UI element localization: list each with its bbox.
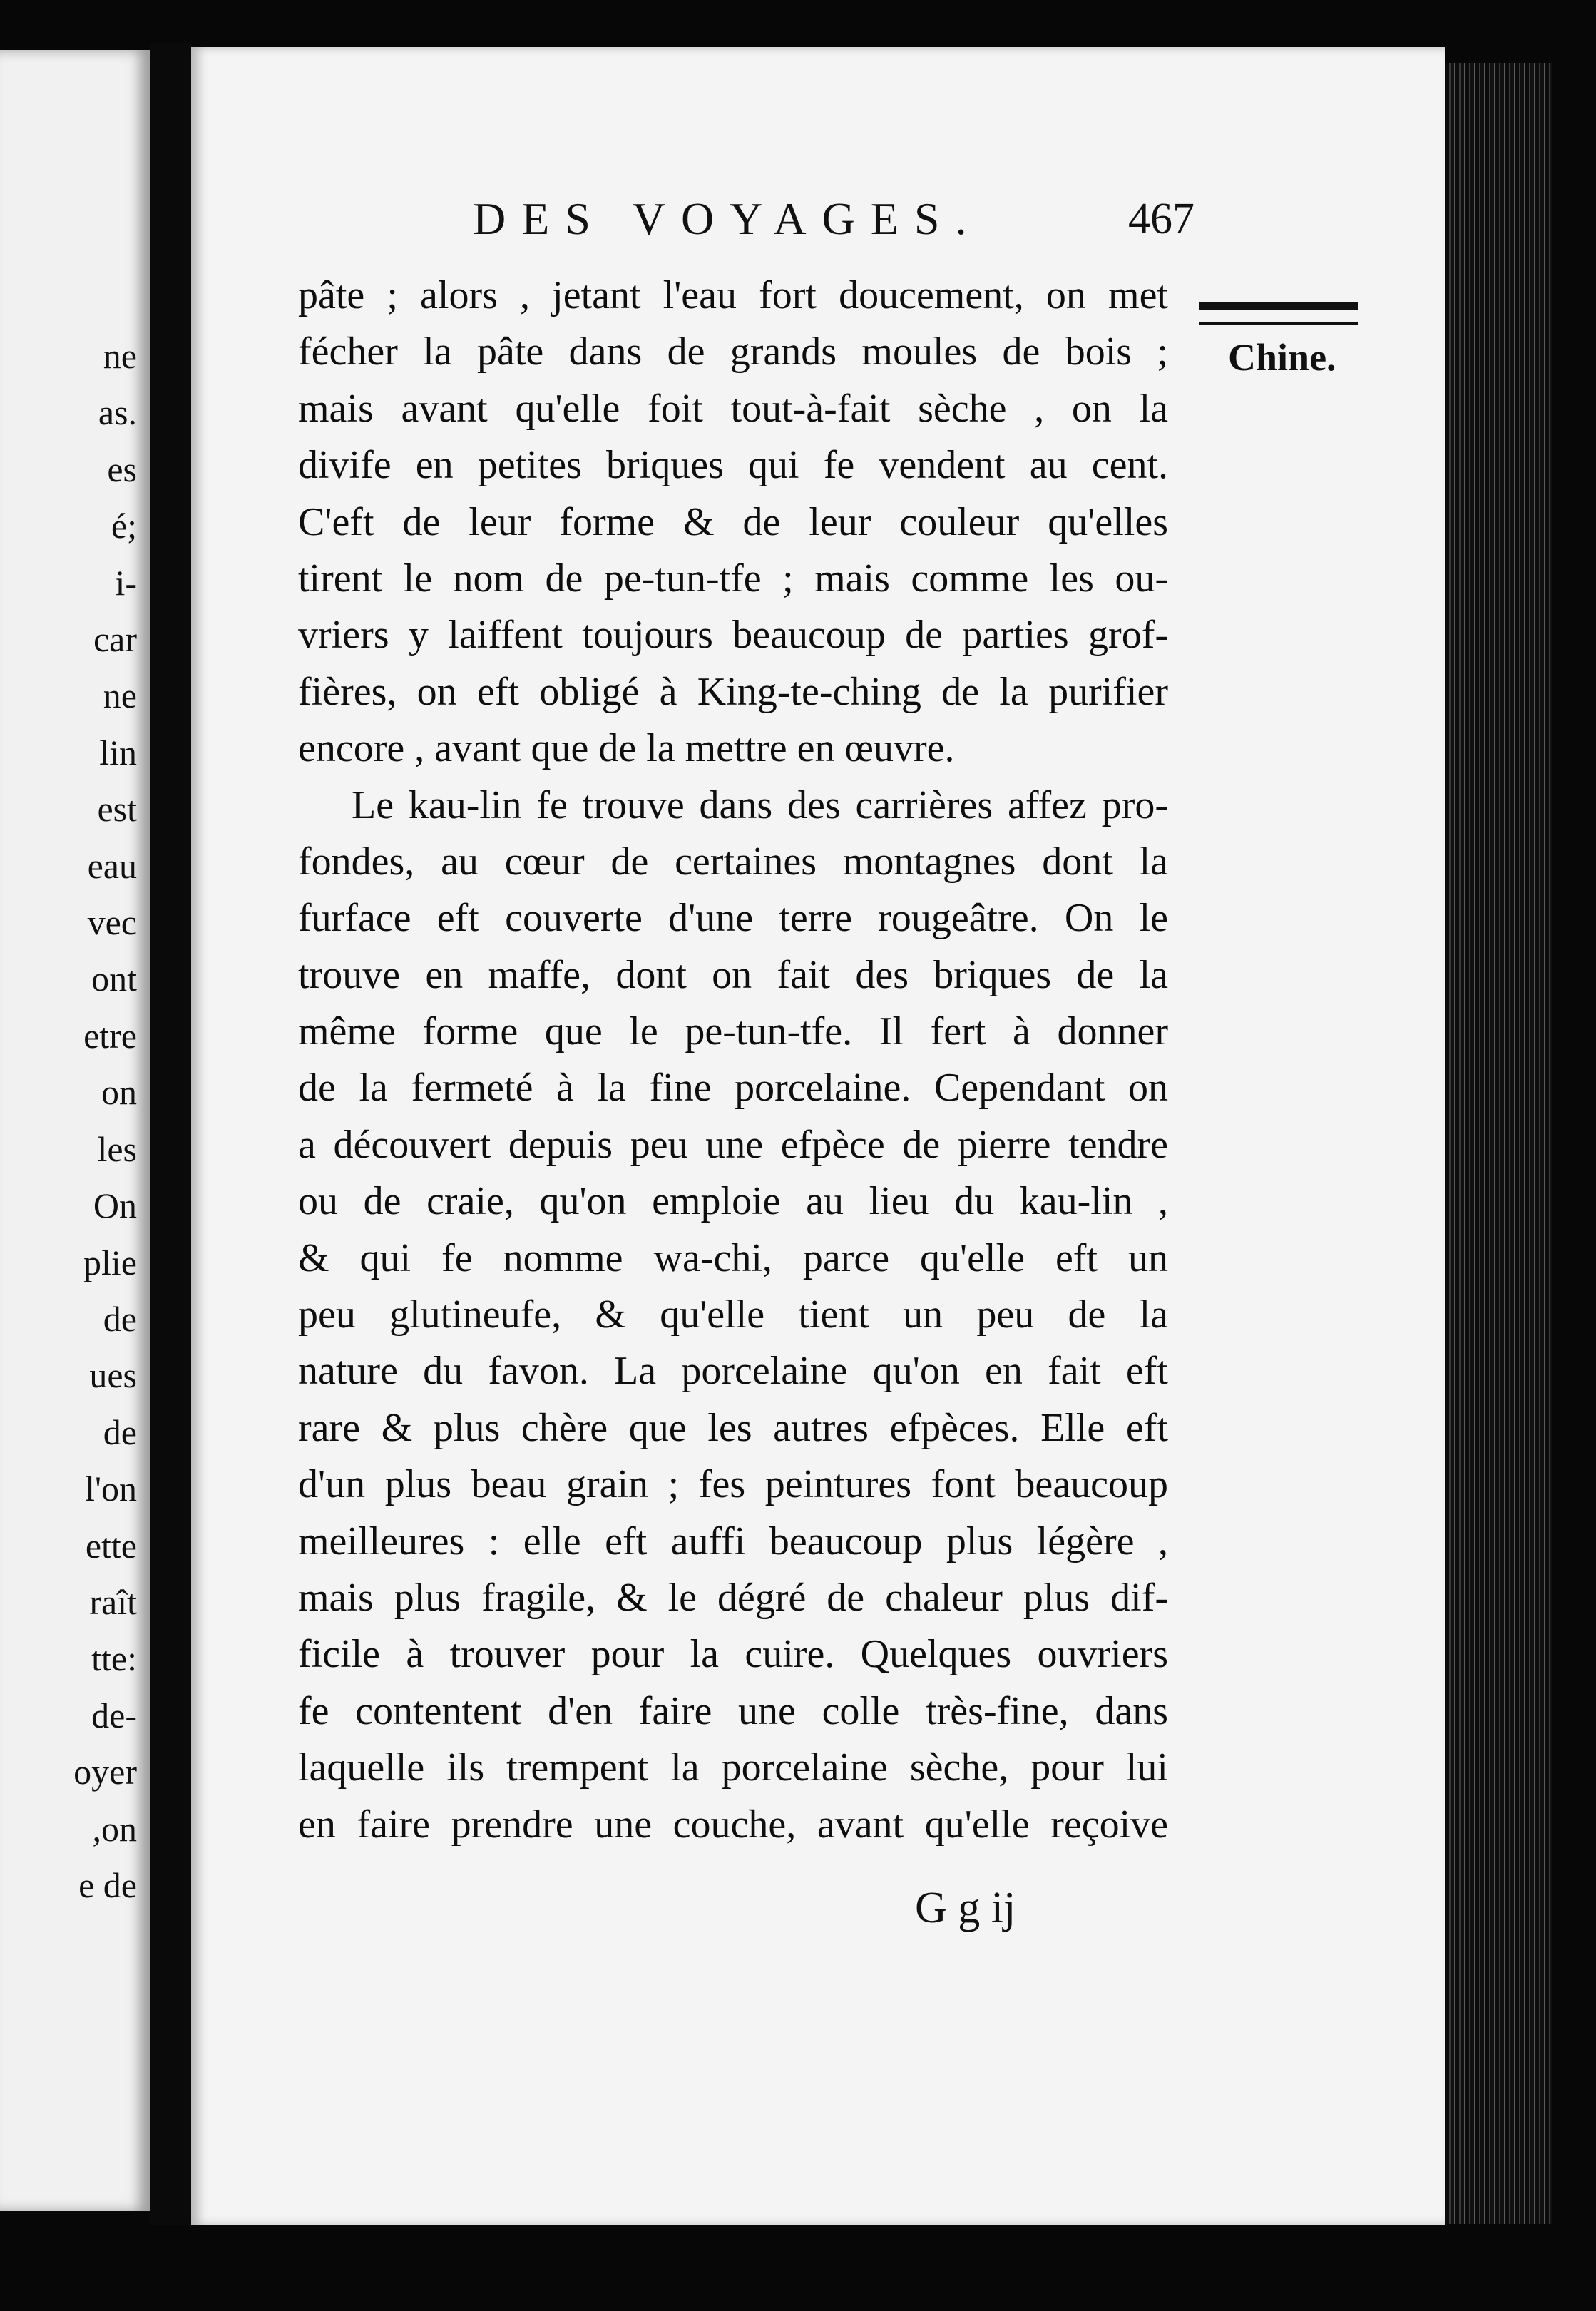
- text-line: fières, on eft obligé à King-te-ching de la purifier: [298, 669, 1168, 714]
- left-fragment-line: é;: [111, 506, 137, 546]
- book-gutter: [150, 43, 191, 2225]
- text-line: fe contentent d'en faire une colle très-fine, dans: [298, 1688, 1168, 1733]
- text-line: Le kau-lin fe trouve dans des carrières affez pro-: [352, 782, 1168, 827]
- left-fragment-line: vec: [87, 902, 137, 943]
- left-fragment-line: e de: [78, 1864, 137, 1905]
- left-fragment-line: ues: [89, 1355, 137, 1396]
- left-fragment-line: de: [103, 1298, 137, 1339]
- text-line: tirent le nom de pe-tun-tfe ; mais comme les ou-: [298, 556, 1168, 601]
- left-fragment-line: etre: [83, 1015, 137, 1056]
- left-fragment-line: ont: [91, 959, 137, 999]
- page-edges: [1445, 63, 1552, 2224]
- text-line: d'un plus beau grain ; fes peintures font beaucoup: [298, 1462, 1168, 1507]
- left-fragment-line: l'on: [85, 1469, 137, 1509]
- text-line: ou de craie, qu'on emploie au lieu du kau-lin ,: [298, 1179, 1168, 1224]
- left-fragment-line: tte:: [91, 1638, 137, 1679]
- text-line: fécher la pâte dans de grands moules de bois ;: [298, 330, 1168, 374]
- text-line: divife en petites briques qui fe vendent au cent.: [298, 443, 1168, 488]
- text-line: pâte ; alors , jetant l'eau fort doucement, on met: [298, 273, 1168, 317]
- left-fragment-line: oyer: [73, 1752, 137, 1792]
- text-line: fondes, au cœur de certaines montagnes dont la: [298, 839, 1168, 884]
- text-line: meilleures : elle eft auffi beaucoup plus légère ,: [298, 1519, 1168, 1563]
- page-number: 467: [1128, 195, 1195, 243]
- left-fragment-line: plie: [83, 1242, 137, 1282]
- margin-rule: [1199, 302, 1358, 325]
- left-fragment-line: ,on: [92, 1808, 137, 1849]
- text-line: laquelle ils trempent la porcelaine sèche, pour lui: [298, 1745, 1168, 1790]
- left-fragment-line: car: [93, 619, 137, 660]
- left-page-text-fragments: [73, 328, 137, 1914]
- text-line: peu glutineufe, & qu'elle tient un peu de la: [298, 1292, 1168, 1337]
- text-line: C'eft de leur forme & de leur couleur qu'elles: [298, 499, 1168, 544]
- running-head: [473, 193, 1186, 245]
- text-line: même forme que le pe-tun-tfe. Il fert à donner: [298, 1009, 1168, 1054]
- text-line: trouve en maffe, dont on fait des briques de la: [298, 952, 1168, 997]
- text-line: ficile à trouver pour la cuire. Quelques ouvriers: [298, 1632, 1168, 1677]
- left-fragment-line: on: [101, 1072, 137, 1113]
- text-line: mais plus fragile, & le dégré de chaleur plus dif-: [298, 1575, 1168, 1620]
- signature-mark: G g ij: [915, 1884, 1016, 1932]
- left-fragment-line: es: [107, 449, 137, 489]
- text-line: de la fermeté à la fine porcelaine. Cependant on: [298, 1066, 1168, 1111]
- text-line: encore , avant que de la mettre en œuvre.: [298, 726, 955, 771]
- left-fragment-line: raît: [89, 1581, 137, 1622]
- left-fragment-line: de: [103, 1412, 137, 1452]
- margin-note: Chine.: [1228, 336, 1336, 379]
- text-line: nature du favon. La porcelaine qu'on en fait eft: [298, 1349, 1168, 1394]
- left-fragment-line: eau: [87, 845, 137, 886]
- text-line: vriers y laiffent toujours beaucoup de parties grof-: [298, 613, 1168, 658]
- left-page: [0, 50, 150, 2211]
- text-line: en faire prendre une couche, avant qu'elle reçoive: [298, 1802, 1168, 1847]
- text-line: furface eft couverte d'une terre rougeâtre. On le: [298, 896, 1168, 941]
- left-fragment-line: i-: [115, 562, 137, 603]
- left-fragment-line: ne: [103, 675, 137, 716]
- left-fragment-line: On: [93, 1185, 137, 1226]
- left-fragment-line: ne: [103, 336, 137, 376]
- left-fragment-line: les: [97, 1128, 137, 1169]
- text-line: & qui fe nomme wa-chi, parce qu'elle eft un: [298, 1235, 1168, 1280]
- text-line: rare & plus chère que les autres efpèces. Elle eft: [298, 1405, 1168, 1450]
- left-fragment-line: de-: [91, 1695, 137, 1735]
- body-text: [298, 267, 1168, 1853]
- left-fragment-line: as.: [98, 392, 137, 433]
- left-fragment-line: est: [97, 789, 137, 830]
- text-line: a découvert depuis peu une efpèce de pierre tendre: [298, 1122, 1168, 1167]
- running-title: DES VOYAGES.: [473, 193, 983, 244]
- text-line: mais avant qu'elle foit tout-à-fait sèche , on la: [298, 386, 1168, 431]
- left-fragment-line: lin: [99, 732, 137, 772]
- left-fragment-line: ette: [85, 1525, 137, 1566]
